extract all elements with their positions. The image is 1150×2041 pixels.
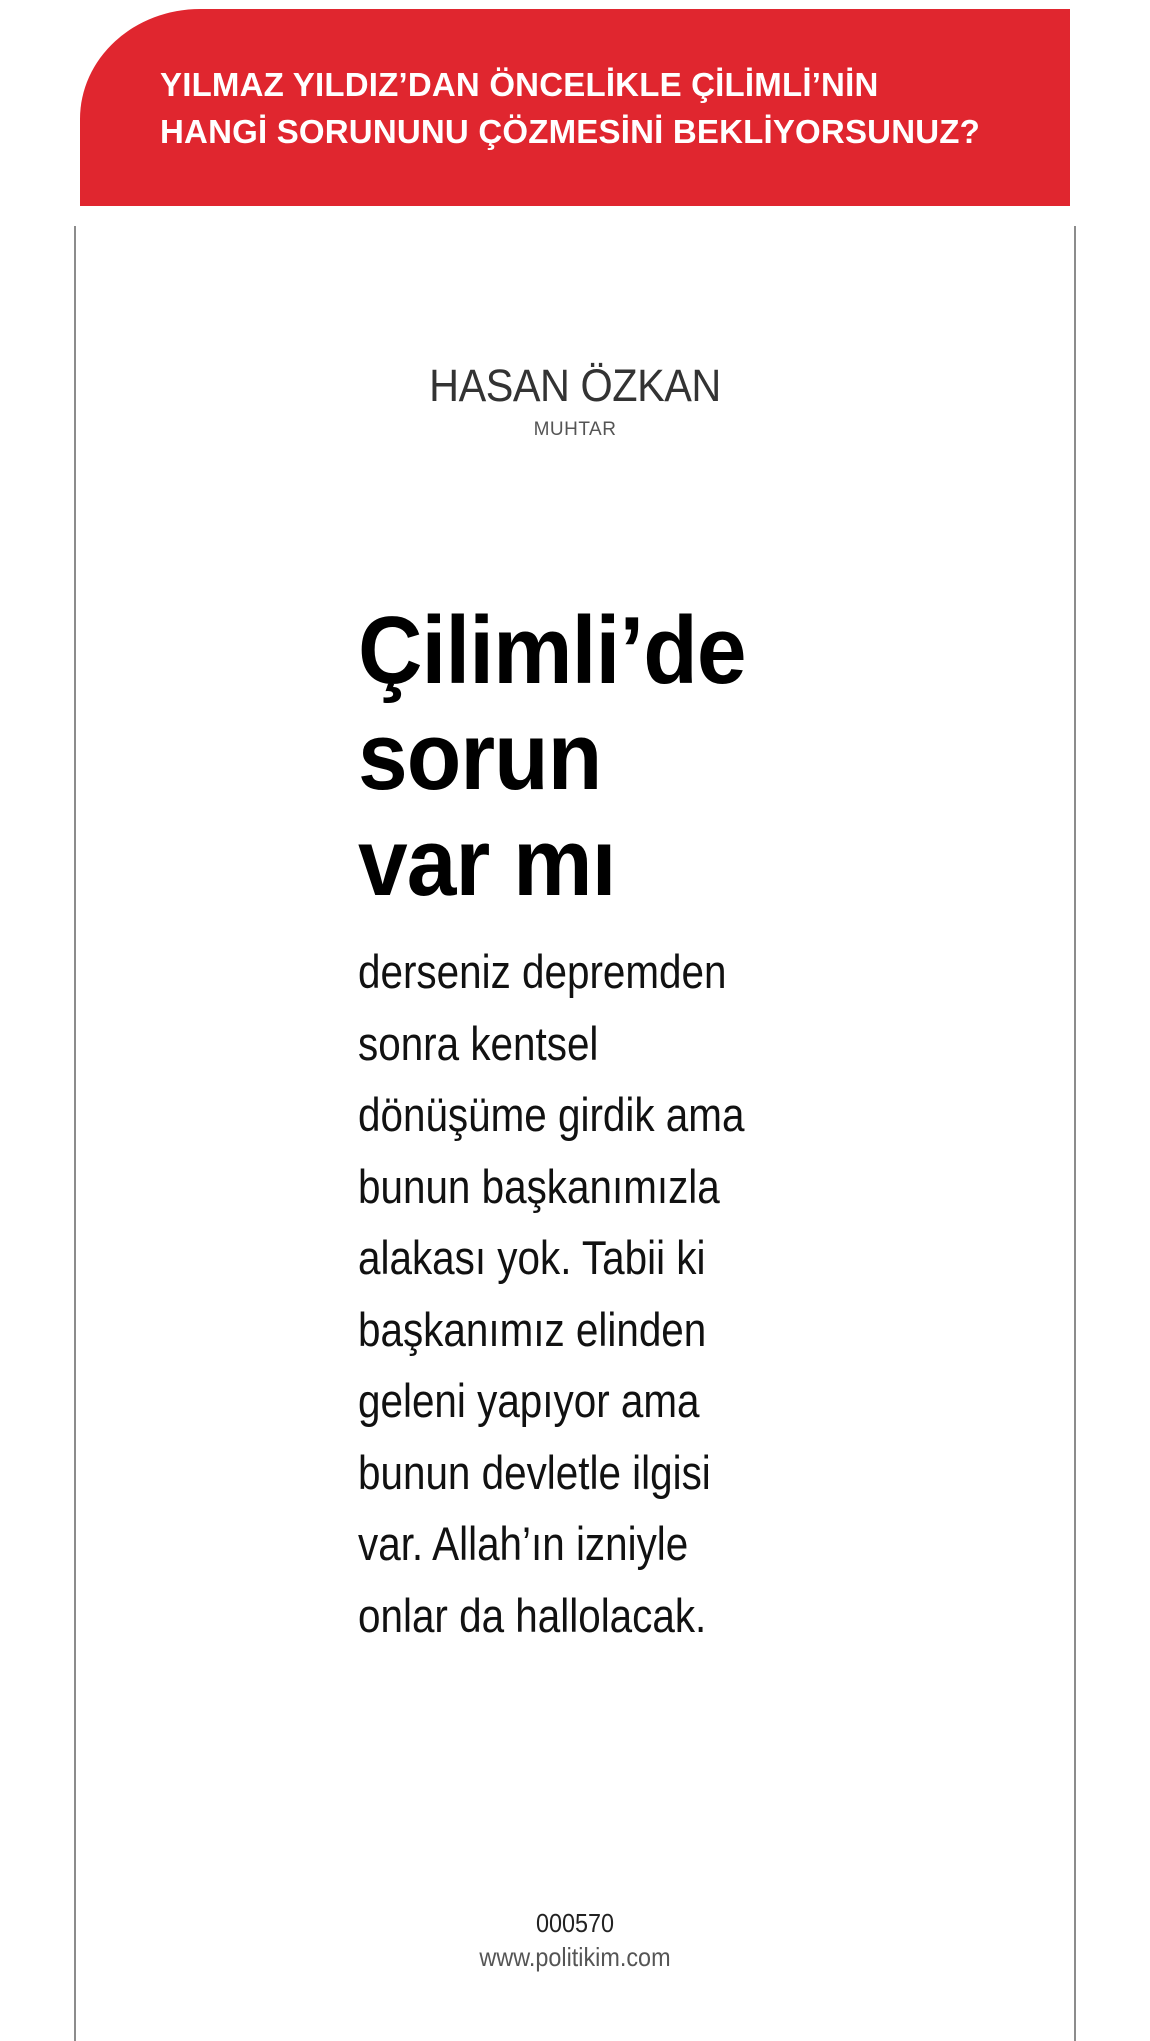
body-line: geleni yapıyor ama — [358, 1374, 700, 1427]
body-line: başkanımız elinden — [358, 1302, 707, 1356]
body-line: alakası yok. Tabii ki — [358, 1231, 706, 1284]
frame-border-right — [1074, 226, 1076, 2041]
body-line: bunun başkanımızla — [358, 1159, 720, 1213]
body-line: dönüşüme girdik ama — [358, 1088, 745, 1141]
body-line: derseniz depremden — [358, 945, 727, 998]
question-banner — [80, 9, 1070, 206]
body-line: bunun devletle ilgisi — [358, 1445, 711, 1499]
headline-line: Çilimli’de — [358, 597, 746, 704]
body-line: onlar da hallolacak. — [358, 1588, 707, 1642]
headline-line: sorun — [358, 703, 602, 810]
banner-question-line-2: HANGİ SORUNUNU ÇÖZMESİNİ BEKLİYORSUNUZ? — [160, 113, 980, 150]
quote-headline — [358, 598, 842, 916]
person-name: HASAN ÖZKAN — [429, 360, 721, 411]
banner-question — [160, 61, 1060, 155]
frame-border-left — [74, 226, 76, 2041]
body-line: sonra kentsel — [358, 1016, 599, 1070]
body-line: var. Allah’ın izniyle — [358, 1517, 689, 1570]
footer-url: www.politikim.com — [479, 1942, 671, 1972]
banner-question-line-1: YILMAZ YILDIZ’DAN ÖNCELİKLE ÇİLİMLİ’NİN — [160, 66, 879, 103]
person-role: MUHTAR — [533, 419, 617, 440]
headline-line: var mı — [358, 809, 616, 916]
quote-body — [358, 936, 754, 1651]
footer-code: 000570 — [535, 1908, 615, 1938]
